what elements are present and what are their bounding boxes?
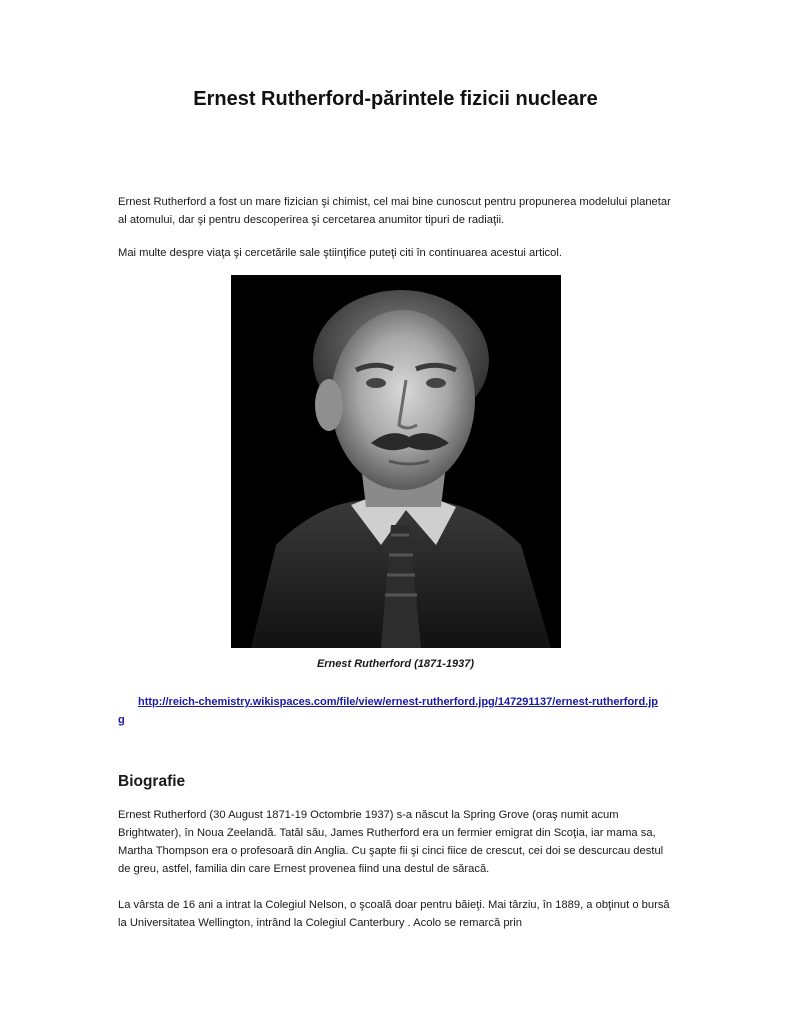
page-title: Ernest Rutherford-părintele fizicii nucleare xyxy=(193,88,598,110)
source-link[interactable]: http://reich-chemistry.wikispaces.com/file/view/ernest-rutherford.jpg/147291137/ernest-rutherford.jpg xyxy=(118,696,659,726)
biography-paragraph-2: La vârsta de 16 ani a intrat la Colegiul Nelson, o şcoală doar pentru băieţi. Mai târziu, în 1889, a obţinut o bursă la Universitatea Wellington, intrând la Colegiul Canterbury . Acolo se remarcă prin xyxy=(118,899,670,929)
intro-paragraph: Ernest Rutherford a fost un mare fizician şi chimist, cel mai bine cunoscut pentru propunerea modelului planetar al atomului, dar şi pentru descoperirea şi cercetarea anumitor tipuri de radiaţii. xyxy=(118,196,671,226)
biography-paragraph: Ernest Rutherford (30 August 1871-19 Octombrie 1937) s-a născut la Spring Grove (oraş numit acum Brightwater), în Noua Zeelandă. Tatăl său, James Rutherford era un fermier emigrat din Scoţia, iar mama sa, Martha Thompson era o profesoară din Anglia. Cu şapte fii şi cinci fiice de crescut, cei doi se descurcau destul de greu, astfel, familia din care Ernest provenea fiind una destul de săracă. xyxy=(118,809,664,875)
section-heading-biografie: Biografie xyxy=(118,773,186,790)
portrait-photo xyxy=(231,275,561,648)
intro-paragraph-2: Mai multe despre viaţa şi cercetările sale ştiinţifice puteţi citi în continuarea acestui articol. xyxy=(118,247,562,259)
photo-caption: Ernest Rutherford (1871-1937) xyxy=(316,658,475,670)
